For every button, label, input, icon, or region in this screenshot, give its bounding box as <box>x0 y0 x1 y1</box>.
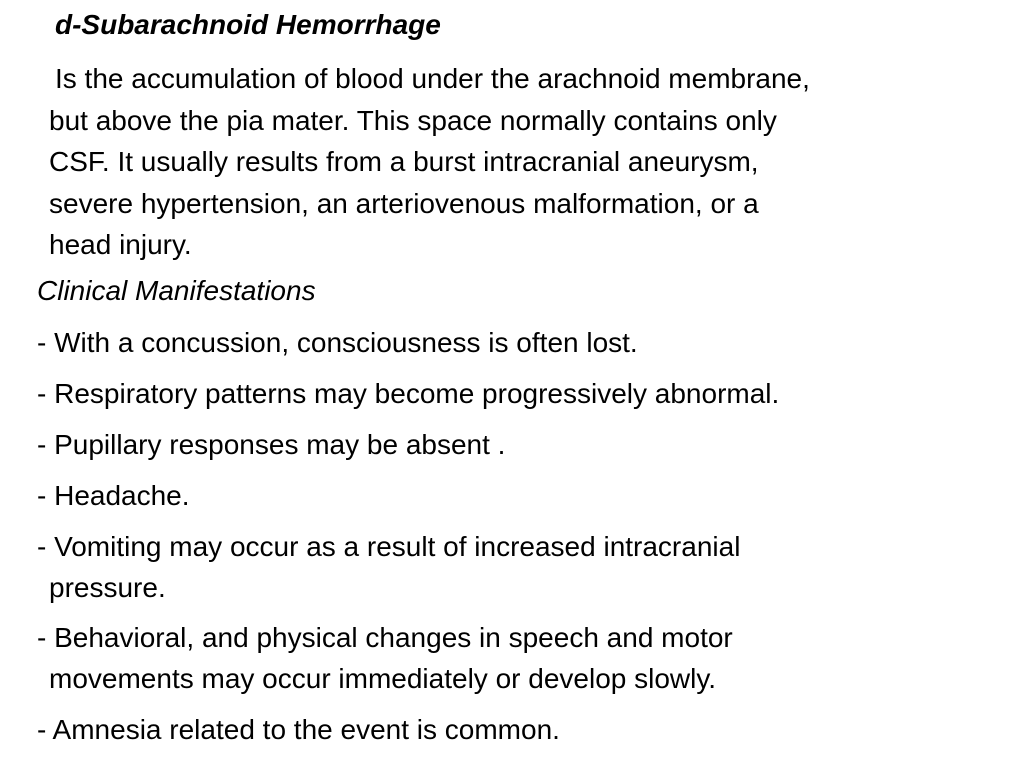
slide-title: d-Subarachnoid Hemorrhage <box>55 9 441 40</box>
list-item-text: - Vomiting may occur as a result of increased intracranial <box>37 531 741 562</box>
list-item <box>37 475 190 516</box>
list-item <box>37 617 733 699</box>
list-item-text: - With a concussion, consciousness is often lost. <box>37 327 638 358</box>
section-heading: Clinical Manifestations <box>37 275 316 306</box>
list-item <box>37 526 740 608</box>
intro-paragraph <box>49 58 1019 266</box>
list-item-continuation: movements may occur immediately or develop slowly. <box>49 663 717 694</box>
list-item <box>37 322 638 363</box>
list-item <box>37 373 779 414</box>
intro-line: CSF. It usually results from a burst intracranial aneurysm, <box>49 146 759 177</box>
intro-line: head injury. <box>49 229 192 260</box>
list-item <box>37 709 560 750</box>
intro-line: but above the pia mater. This space normally contains only <box>49 104 777 136</box>
list-item-continuation: pressure. <box>49 572 166 603</box>
list-item <box>37 424 505 465</box>
intro-line: severe hypertension, an arteriovenous malformation, or a <box>49 187 759 219</box>
list-item-text: - Headache. <box>37 480 190 511</box>
list-item-text: - Respiratory patterns may become progressively abnormal. <box>37 378 780 409</box>
list-item-text: - Pupillary responses may be absent . <box>37 429 506 460</box>
intro-line: Is the accumulation of blood under the arachnoid membrane, <box>55 63 810 94</box>
list-item-text: - Amnesia related to the event is common. <box>37 714 560 745</box>
list-item-text: - Behavioral, and physical changes in speech and motor <box>37 622 733 653</box>
